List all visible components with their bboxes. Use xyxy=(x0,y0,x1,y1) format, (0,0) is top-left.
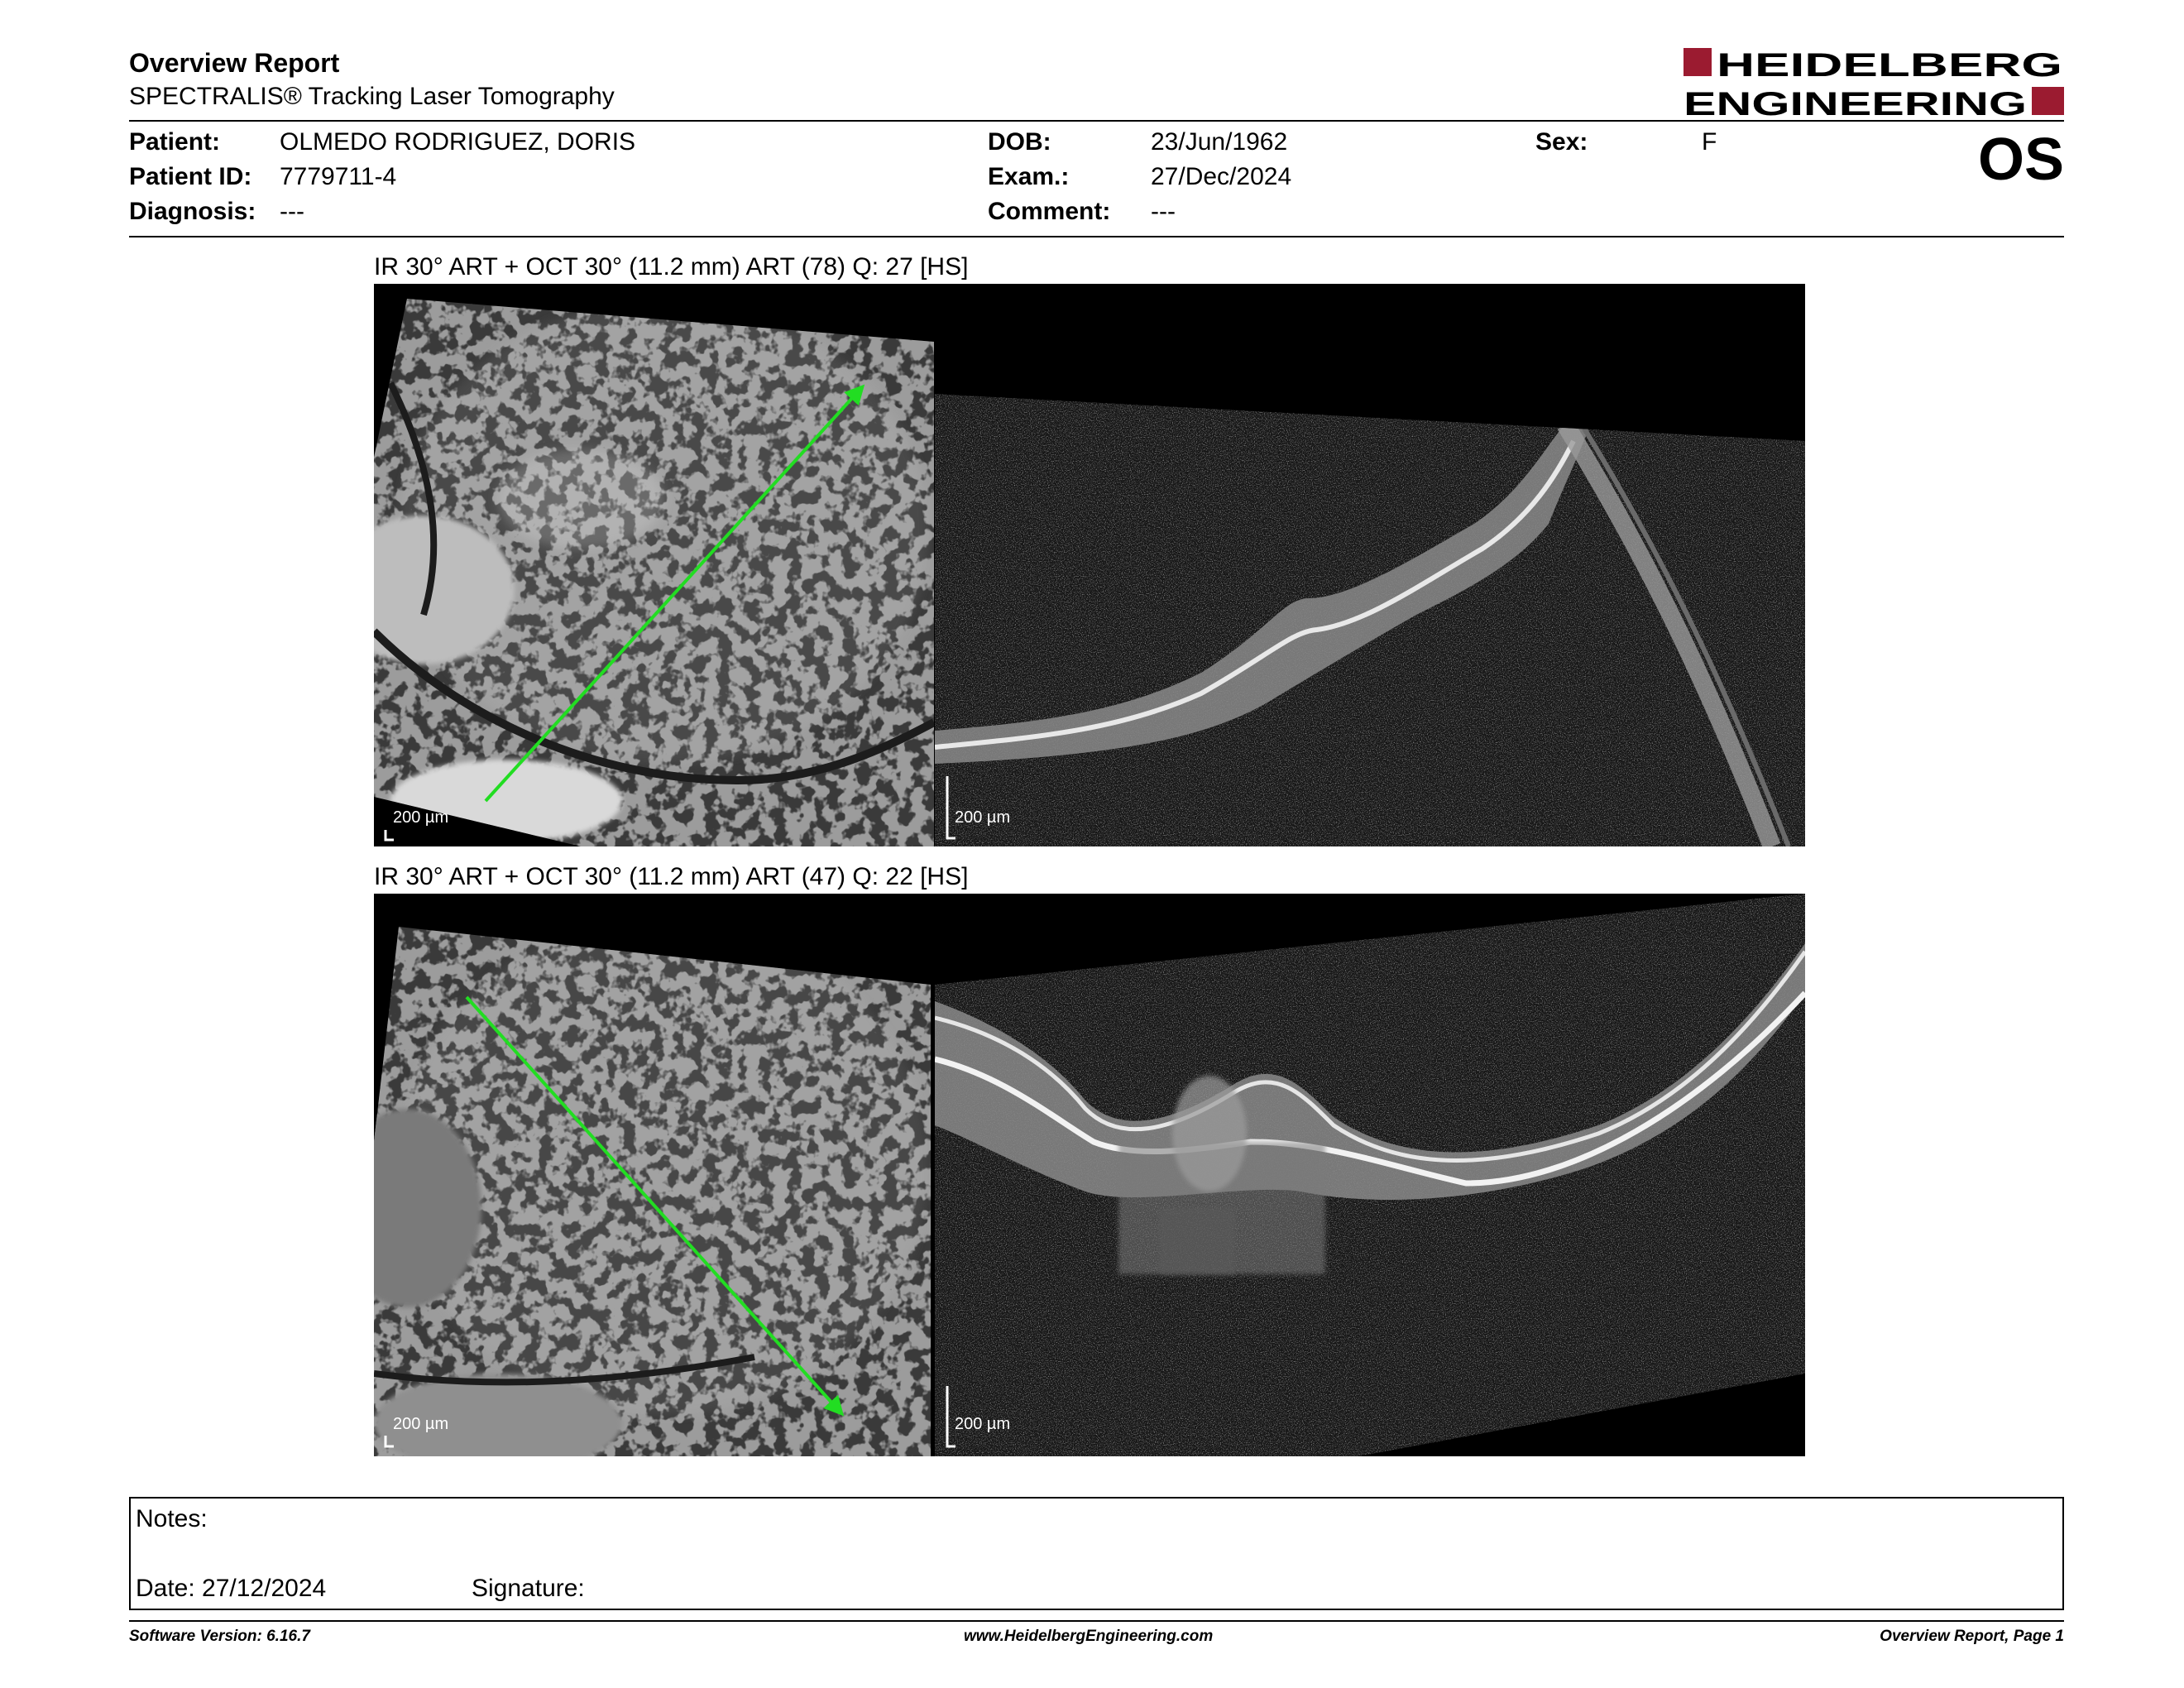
signature-label: Signature: xyxy=(472,1575,585,1602)
scan1-panel xyxy=(374,284,1805,846)
scan1-oct-scale: 200 µm xyxy=(955,808,1011,827)
diagnosis-label: Diagnosis: xyxy=(129,198,256,225)
scan2-panel xyxy=(374,894,1805,1456)
scan2-oct-scale: 200 µm xyxy=(955,1415,1011,1433)
scan2-ir-scale: 200 µm xyxy=(393,1415,449,1433)
scan1-ir-scale-bar xyxy=(386,830,394,840)
sex-label: Sex: xyxy=(1535,128,1588,156)
date-label: Date: 27/12/2024 xyxy=(136,1575,327,1602)
logo-text-2: ENGINEERING xyxy=(1684,86,2027,118)
scan1-ir-scale: 200 µm xyxy=(393,808,449,827)
notes-box xyxy=(129,1497,2064,1610)
heidelberg-logo xyxy=(1684,46,2064,118)
report-subtitle: SPECTRALIS® Tracking Laser Tomography xyxy=(129,83,615,110)
software-version: Software Version: 6.16.7 xyxy=(129,1628,310,1645)
page-number: Overview Report, Page 1 xyxy=(1880,1628,2064,1645)
comment-label: Comment: xyxy=(988,198,1111,225)
dob-value: 23/Jun/1962 xyxy=(1151,128,1288,156)
scan2-oct-image xyxy=(935,894,1805,1456)
header-divider xyxy=(129,120,2064,122)
eye-laterality: OS xyxy=(1977,127,2064,193)
patient-label: Patient: xyxy=(129,128,221,156)
exam-label: Exam.: xyxy=(988,163,1070,190)
sex-value: F xyxy=(1702,128,1717,156)
notes-label: Notes: xyxy=(136,1505,208,1532)
dob-label: DOB: xyxy=(988,128,1051,156)
patient-id-label: Patient ID: xyxy=(129,163,252,190)
scan1-title: IR 30° ART + OCT 30° (11.2 mm) ART (78) Q: 27 [HS] xyxy=(374,253,969,281)
patient-name: OLMEDO RODRIGUEZ, DORIS xyxy=(280,128,636,156)
exam-value: 27/Dec/2024 xyxy=(1151,163,1292,190)
report-title: Overview Report xyxy=(129,48,340,78)
scan2-title: IR 30° ART + OCT 30° (11.2 mm) ART (47) Q: 22 [HS] xyxy=(374,863,969,890)
patient-id: 7779711-4 xyxy=(280,163,397,190)
comment-value: --- xyxy=(1151,198,1176,225)
logo-text-1: HEIDELBERG xyxy=(1717,47,2062,84)
diagnosis-value: --- xyxy=(280,198,304,225)
patient-divider xyxy=(129,236,2064,237)
scan1-oct-image xyxy=(935,284,1805,846)
scan2-ir-image xyxy=(374,894,936,1456)
footer-divider xyxy=(129,1620,2064,1622)
website: www.HeidelbergEngineering.com xyxy=(964,1628,1214,1645)
scan1-ir-image xyxy=(374,284,936,846)
